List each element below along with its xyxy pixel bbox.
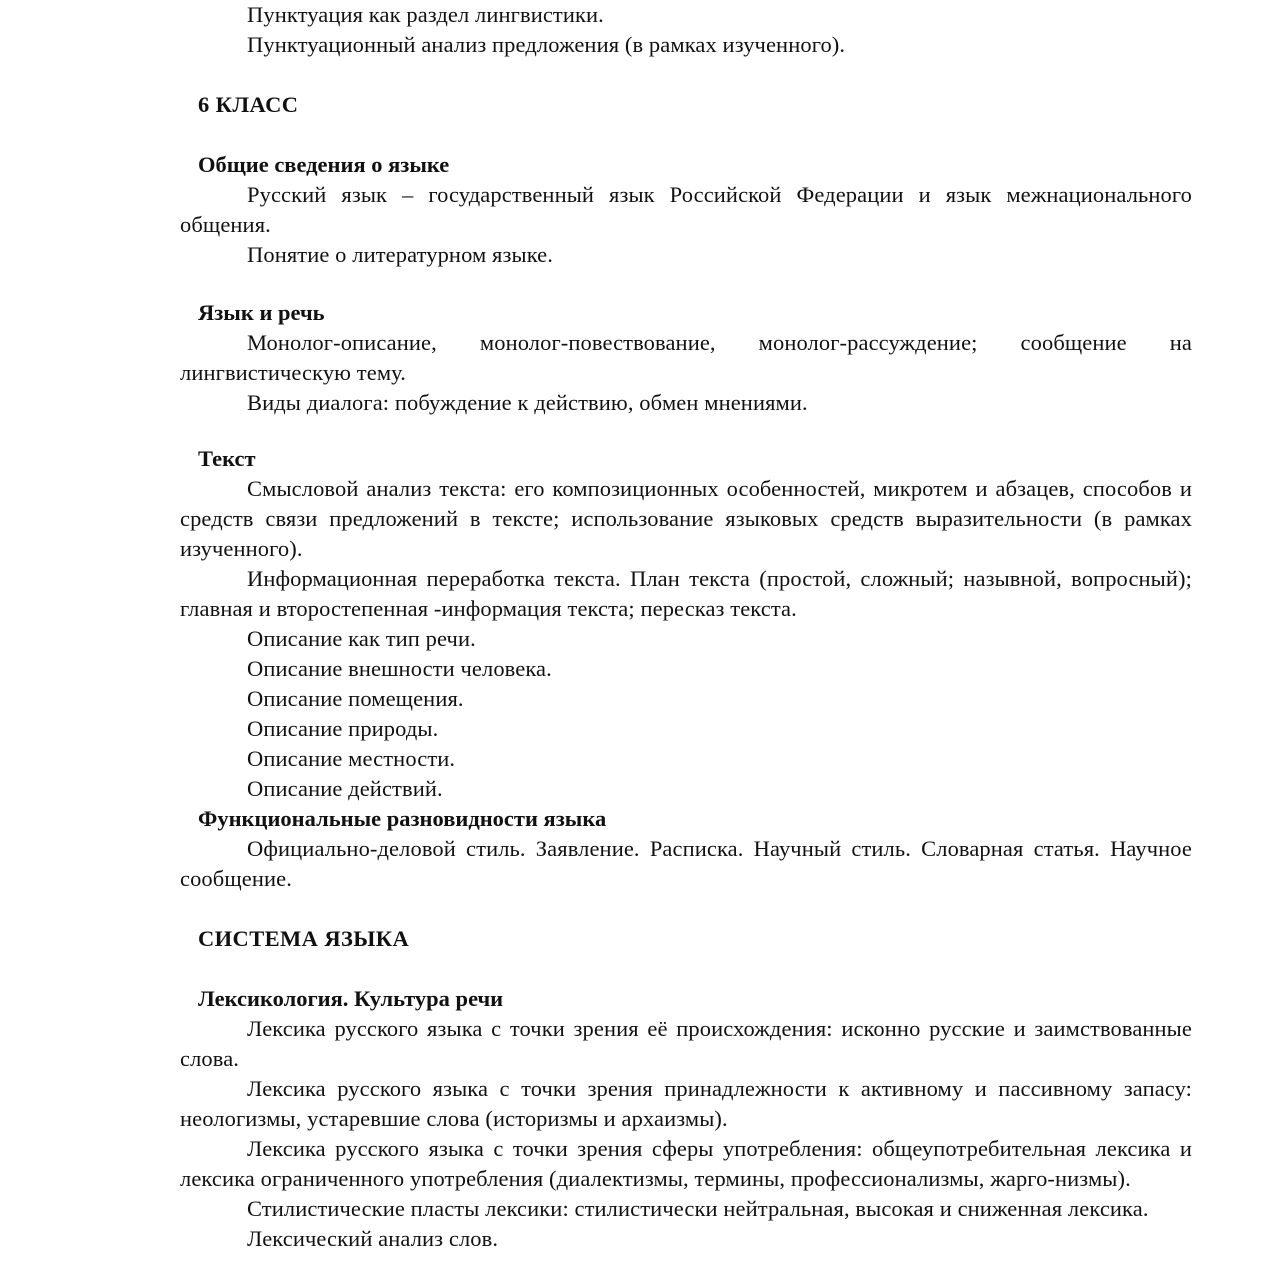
spacer: [180, 60, 1192, 90]
paragraph-stylistic-layers: Стилистические пласты лексики: стилистически нейтральная, высокая и сниженная лексика.: [247, 1196, 1149, 1221]
heading-leksikologiya-kultura-rechi: Лексикология. Культура речи: [198, 986, 504, 1011]
paragraph-literary-language-concept: Понятие о литературном языке.: [247, 242, 553, 267]
paragraph-lexis-origin: Лексика русского языка с точки зрения её происхождения: исконно русские и заимствованные слова.: [180, 1016, 1192, 1071]
paragraph-dialogue-types: Виды диалога: побуждение к действию, обмен мнениями.: [247, 390, 808, 415]
paragraph-description-nature: Описание природы.: [247, 716, 439, 741]
spacer: [180, 954, 1192, 984]
paragraph-functional-styles: Официально-деловой стиль. Заявление. Расписка. Научный стиль. Словарная статья. Научное сообщение.: [180, 836, 1192, 891]
paragraph-lexis-usage-sphere: Лексика русского языка с точки зрения сферы употребления: общеупотребительная лексика и лексика ограниченного употребления (диалектизмы, термины, профессионализмы, жарго-низмы).: [180, 1136, 1192, 1191]
heading-funkcionalnye-raznovidnosti-yazyka: Функциональные разновидности языка: [198, 806, 607, 831]
page-content: [180, 0, 1192, 1254]
paragraph-description-actions: Описание действий.: [247, 776, 443, 801]
paragraph-monologue-types: Монолог-описание, монолог-повествование, монолог-рассуждение; сообщение на лингвистическую тему.: [180, 330, 1192, 385]
spacer: [180, 120, 1192, 150]
paragraph-description-room: Описание помещения.: [247, 686, 464, 711]
paragraph-punctuation-section: Пунктуация как раздел лингвистики.: [247, 2, 604, 27]
paragraph-description-as-speech-type: Описание как тип речи.: [247, 626, 476, 651]
spacer: [180, 270, 1192, 298]
paragraph-lexical-analysis: Лексический анализ слов.: [247, 1226, 499, 1251]
spacer: [180, 894, 1192, 924]
paragraph-lexis-active-passive-stock: Лексика русского языка с точки зрения принадлежности к активному и пассивному запасу: неологизмы, устаревшие слова (историзмы и архаизмы).: [180, 1076, 1192, 1131]
paragraph-description-locality: Описание местности.: [247, 746, 456, 771]
paragraph-description-appearance: Описание внешности человека.: [247, 656, 552, 681]
heading-grade-6: 6 КЛАСС: [198, 92, 299, 117]
spacer: [180, 418, 1192, 444]
heading-sistema-yazyka: СИСТЕМА ЯЗЫКА: [198, 926, 410, 951]
paragraph-text-semantic-analysis: Смысловой анализ текста: его композиционных особенностей, микротем и абзацев, способов и средств связи предложений в тексте; использование языковых средств выразительности (в рамках изученного).: [180, 476, 1192, 561]
paragraph-russian-state-language: Русский язык – государственный язык Российской Федерации и язык межнационального общения.: [180, 182, 1192, 237]
heading-tekst: Текст: [198, 446, 256, 471]
paragraph-text-information-processing: Информационная переработка текста. План текста (простой, сложный; назывной, вопросный); главная и второстепенная -информация текста; пересказ текста.: [180, 566, 1192, 621]
heading-yazyk-i-rech: Язык и речь: [198, 300, 325, 325]
paragraph-punctuation-analysis: Пунктуационный анализ предложения (в рамках изученного).: [247, 32, 846, 57]
heading-obshie-svedeniya-o-yazyke: Общие сведения о языке: [198, 152, 450, 177]
